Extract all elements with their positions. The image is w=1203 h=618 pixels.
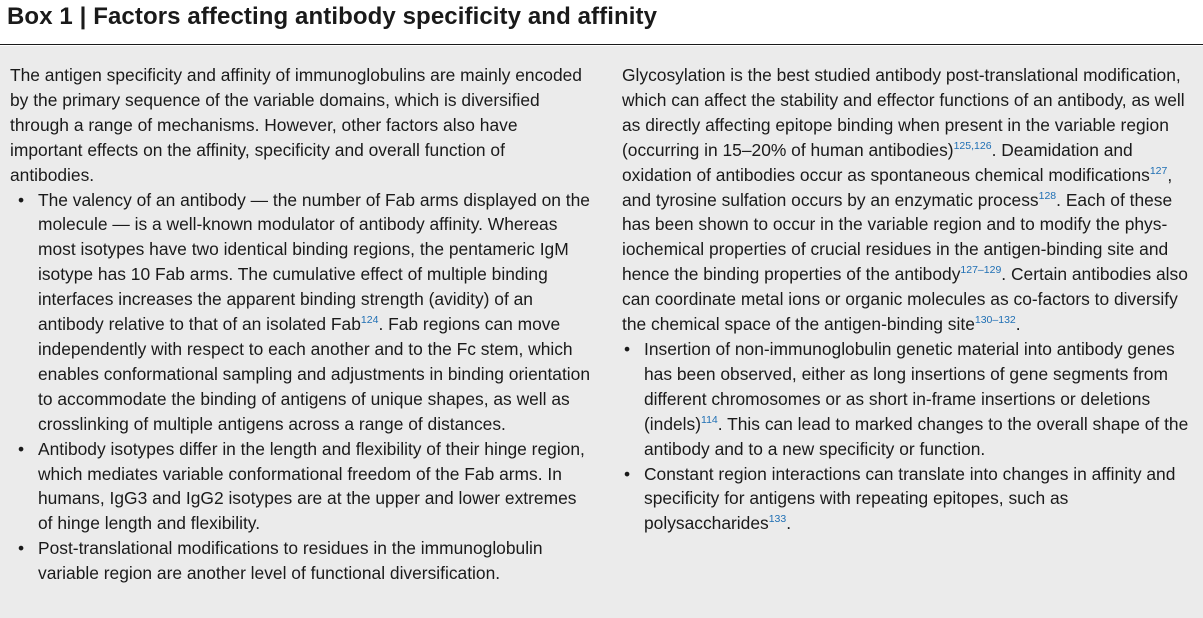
list-item-ptm (10, 536, 592, 586)
box-header (0, 0, 1203, 45)
reference-link[interactable]: 133 (768, 513, 787, 526)
left-column (10, 63, 592, 586)
bullet-text: Constant region interactions can translate into changes in affinity and specificity for antigens with repeating epitopes, such as polysaccharides (644, 463, 1176, 534)
para-text: . Certain antibodies also can coordinate metal ions or organic molecules as co-factors to diversify the chemical space of the antigen-binding site (622, 264, 1188, 335)
bullet-text: . Fab regions can move independently with respect to each another and to the Fc stem, which enables conformational sampling and adjustments in binding orientation to accommodate the binding of antigens of unique shapes, as well as crosslinking of multiple antigens across a range of distances. (38, 314, 591, 434)
right-bullet-list (622, 337, 1196, 536)
reference-link[interactable]: 124 (360, 314, 379, 327)
para-text: . Each of these has been shown to occur in the variable region and to modify the physiochemical properties of crucial residues in the antigen-binding site and hence the binding properties of the antibody (622, 189, 1173, 285)
left-bullet-list (10, 188, 592, 587)
glycosylation-paragraph (622, 63, 1196, 337)
para-text: . Deamidation and oxidation of antibodies occur as spontaneous chemical modifications (622, 139, 1150, 185)
bullet-text: Insertion of non-immunoglobulin genetic material into antibody genes has been observed, either as long insertions of gene segments from different chromosomes or as short in-frame insertions or deletions (indels) (644, 338, 1175, 434)
list-item-constant-region (622, 462, 1196, 537)
list-item-valency (10, 188, 592, 437)
reference-link[interactable]: 128 (1038, 189, 1057, 202)
bullet-icon: • (624, 338, 631, 359)
bullet-text: . This can lead to marked changes to the overall shape of the antibody and to a new specificity or function. (644, 413, 1189, 459)
para-text: , and tyrosine sulfation occurs by an enzymatic process (622, 164, 1173, 210)
reference-link[interactable]: 127 (1149, 164, 1168, 177)
para-text: Glycosylation is the best studied antibody post-translational modification, which can affect the stability and effector functions of an antibody, as well as directly affecting epitope binding when present in the variable region (occurring in 15–20% of human antibodies) (622, 65, 1185, 160)
bullet-text: Antibody isotypes differ in the length and flexibility of their hinge region, which mediates variable conformational freedom of the Fab arms. In humans, IgG3 and IgG2 isotypes are at the upper and lower extremes of hinge length and flexibility. (38, 438, 585, 534)
bullet-icon: • (624, 463, 631, 484)
bullet-text: The valency of an antibody — the number of Fab arms displayed on the molecule — is a well-known modulator of antibody affinity. Whereas most isotypes have two identical binding regions, the pentameric IgM isotype has 10 Fab arms. The cumulative effect of multiple binding interfaces increases the apparent binding strength (avidity) of an antibody relative to that of an isolated Fab (38, 189, 590, 335)
right-column (622, 63, 1196, 536)
reference-link[interactable]: 130–132 (974, 314, 1016, 327)
intro-paragraph: The antigen specificity and affinity of immunoglobulins are mainly encoded by the primary sequence of the variable domains, which is diversified through a range of mechanisms. However, other factors also have important effects on the affinity, specificity and overall function of antibodies. (10, 65, 582, 185)
bullet-icon: • (18, 438, 25, 459)
box-title: Box 1 | Factors affecting antibody specificity and affinity (7, 3, 658, 30)
bullet-text: . (786, 513, 792, 534)
bullet-icon: • (18, 538, 25, 559)
reference-link[interactable]: 114 (701, 413, 718, 426)
reference-link[interactable]: 127–129 (960, 264, 1002, 277)
list-item-insertion (622, 337, 1196, 462)
reference-link[interactable]: 125,126 (953, 139, 992, 152)
bullet-text: Post-translational modifications to residues in the immunoglobulin variable region are another level of functional diversification. (38, 538, 543, 584)
para-text: . (1015, 314, 1021, 335)
box-body (0, 46, 1203, 618)
list-item-isotypes (10, 437, 592, 537)
bullet-icon: • (18, 189, 25, 210)
